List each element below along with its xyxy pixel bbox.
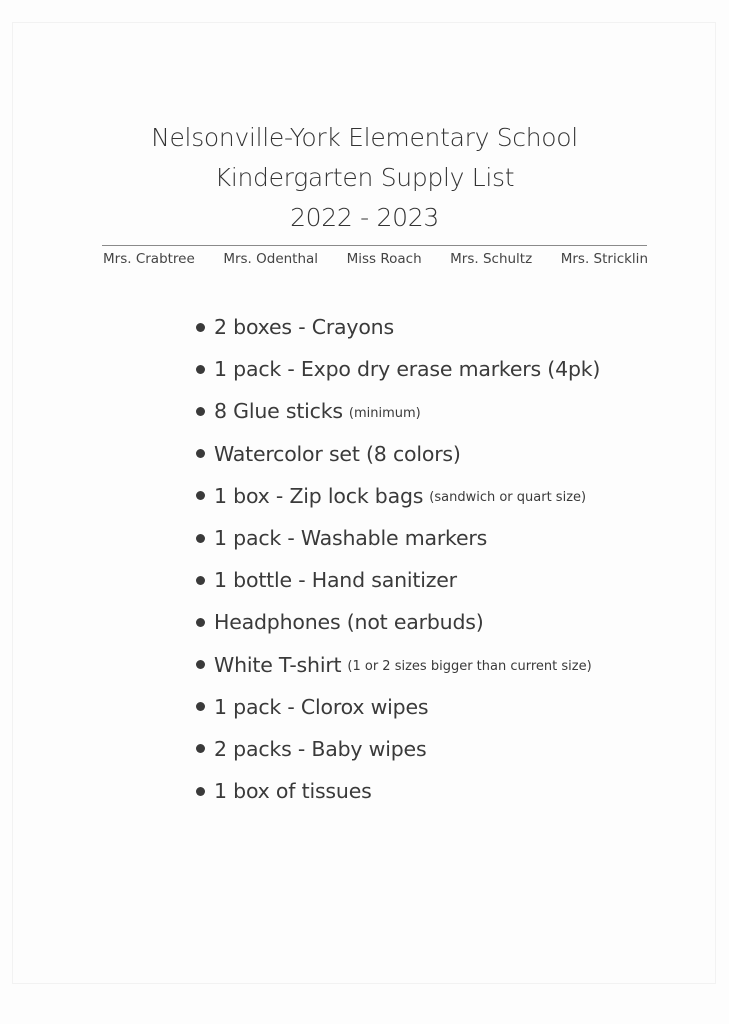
- supply-item-text: 1 pack - Clorox wipes: [214, 694, 429, 719]
- school-name: Nelsonville-York Elementary School: [151, 123, 578, 152]
- supply-item-text: Headphones (not earbuds): [214, 610, 484, 635]
- supply-item-note: (1 or 2 sizes bigger than current size): [347, 659, 592, 675]
- supply-item-text: White T-shirt: [214, 652, 342, 677]
- supply-item: [196, 728, 600, 770]
- supply-item-text: 1 box of tissues: [214, 779, 372, 804]
- supply-item: [196, 306, 600, 348]
- supply-list: [196, 306, 600, 812]
- teacher-name: Mrs. Schultz: [450, 251, 533, 267]
- bullet-icon: [196, 787, 205, 796]
- supply-item: [196, 475, 600, 517]
- supply-item-text: 2 boxes - Crayons: [214, 315, 394, 340]
- supply-item-text: 1 pack - Expo dry erase markers (4pk): [214, 357, 601, 382]
- supply-item-text: 1 pack - Washable markers: [214, 526, 488, 551]
- supply-item: [196, 601, 600, 643]
- bullet-icon: [196, 323, 205, 332]
- supply-item: [196, 390, 600, 432]
- supply-item: [196, 686, 600, 728]
- supply-item-text: 1 bottle - Hand sanitizer: [214, 568, 457, 593]
- bullet-icon: [196, 576, 205, 585]
- bullet-icon: [196, 449, 205, 458]
- teacher-name: Mrs. Crabtree: [103, 251, 195, 267]
- bullet-icon: [196, 407, 205, 416]
- supply-item-text: 8 Glue sticks: [214, 399, 343, 424]
- bullet-icon: [196, 365, 205, 374]
- teacher-name: Mrs. Stricklin: [560, 251, 648, 267]
- teacher-name: Mrs. Odenthal: [223, 251, 319, 267]
- supply-item-note: (sandwich or quart size): [429, 490, 587, 506]
- bullet-icon: [196, 660, 205, 669]
- supply-item: [196, 559, 600, 601]
- teacher-list: [103, 251, 648, 267]
- bullet-icon: [196, 618, 205, 627]
- document-header: [0, 118, 729, 238]
- bullet-icon: [196, 702, 205, 711]
- teacher-name: Miss Roach: [346, 251, 422, 267]
- bullet-icon: [196, 534, 205, 543]
- supply-item: [196, 348, 600, 390]
- supply-item-text: 1 box - Zip lock bags: [214, 483, 424, 508]
- supply-item: [196, 770, 600, 812]
- bullet-icon: [196, 744, 205, 753]
- supply-item: [196, 433, 600, 475]
- supply-item-text: Watercolor set (8 colors): [214, 441, 461, 466]
- supply-item: [196, 517, 600, 559]
- supply-item: [196, 644, 600, 686]
- header-divider: [102, 245, 647, 246]
- supply-item-note: (minimum): [348, 405, 421, 421]
- bullet-icon: [196, 491, 205, 500]
- list-title: Kindergarten Supply List: [214, 163, 515, 192]
- school-year: 2022 - 2023: [290, 203, 439, 232]
- supply-item-text: 2 packs - Baby wipes: [214, 736, 427, 761]
